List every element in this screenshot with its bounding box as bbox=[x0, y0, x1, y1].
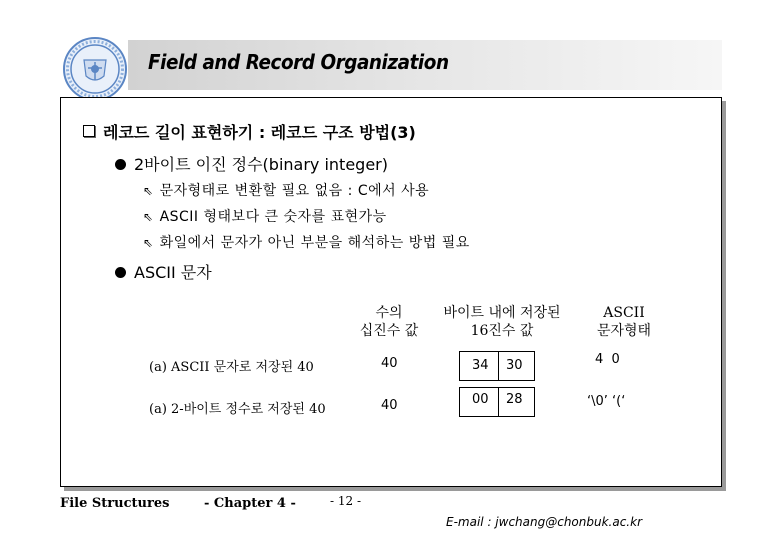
round-bullet-icon bbox=[115, 159, 126, 170]
header-decimal bbox=[343, 304, 435, 340]
hex-byte-2: 28 bbox=[506, 392, 523, 407]
header-ascii bbox=[575, 304, 673, 340]
section-heading-text: 레코드 길이 표현하기 : 레코드 구조 방법(3) bbox=[103, 123, 416, 142]
footer-email: E-mail : jwchang@chonbuk.ac.kr bbox=[446, 515, 643, 529]
decimal-value: 40 bbox=[381, 398, 398, 413]
sub-item-text: 화일에서 문자가 아닌 부분을 해석하는 방법 필요 bbox=[159, 235, 470, 251]
bullet-binary-integer-text: 2바이트 이진 정수(binary integer) bbox=[134, 155, 388, 174]
title-bar bbox=[128, 40, 722, 90]
ascii-form: ‘\0’ ‘(‘ bbox=[587, 394, 626, 409]
sub-item-text: ASCII 형태보다 큰 숫자를 표현가능 bbox=[159, 209, 387, 225]
university-seal-logo bbox=[62, 36, 128, 102]
round-bullet-icon bbox=[115, 267, 126, 278]
ascii-form: 4 0 bbox=[595, 352, 620, 367]
hex-byte-box bbox=[459, 387, 535, 417]
section-heading bbox=[83, 120, 416, 143]
hex-byte-1: 34 bbox=[472, 358, 489, 373]
row-label: (a) ASCII 문자로 저장된 40 bbox=[149, 360, 314, 375]
checkbox-bullet-icon bbox=[83, 125, 95, 137]
sub-item bbox=[143, 180, 429, 200]
sub-item-text: 문자형태로 변환할 필요 없음 : C에서 사용 bbox=[159, 183, 430, 199]
arrow-bullet-icon: ⇖ bbox=[143, 236, 154, 250]
sub-item bbox=[143, 206, 387, 226]
header-hex-line2: 16진수 값 bbox=[470, 323, 534, 339]
bullet-ascii bbox=[115, 260, 212, 283]
footer-chapter: - Chapter 4 - bbox=[204, 496, 296, 511]
header-hex bbox=[429, 304, 575, 340]
header-hex-line1: 바이트 내에 저장된 bbox=[443, 305, 561, 321]
arrow-bullet-icon: ⇖ bbox=[143, 184, 154, 198]
header-decimal-line1: 수의 bbox=[375, 305, 403, 321]
sub-item bbox=[143, 232, 470, 252]
slide-title: Field and Record Organization bbox=[148, 50, 449, 74]
hex-byte-box bbox=[459, 351, 535, 381]
bullet-ascii-text: ASCII 문자 bbox=[134, 263, 212, 282]
content-panel bbox=[60, 97, 722, 487]
decimal-value: 40 bbox=[381, 356, 398, 371]
header-ascii-line2: 문자형태 bbox=[596, 323, 652, 339]
hex-byte-2: 30 bbox=[506, 358, 523, 373]
bullet-binary-integer bbox=[115, 152, 388, 175]
footer-page-number: - 12 - bbox=[330, 494, 362, 508]
row-label: (a) 2-바이트 정수로 저장된 40 bbox=[149, 402, 326, 417]
hex-byte-1: 00 bbox=[472, 392, 489, 407]
arrow-bullet-icon: ⇖ bbox=[143, 210, 154, 224]
header-decimal-line2: 십진수 값 bbox=[359, 323, 419, 339]
footer-course: File Structures bbox=[60, 496, 170, 511]
header-ascii-line1: ASCII bbox=[603, 305, 645, 321]
